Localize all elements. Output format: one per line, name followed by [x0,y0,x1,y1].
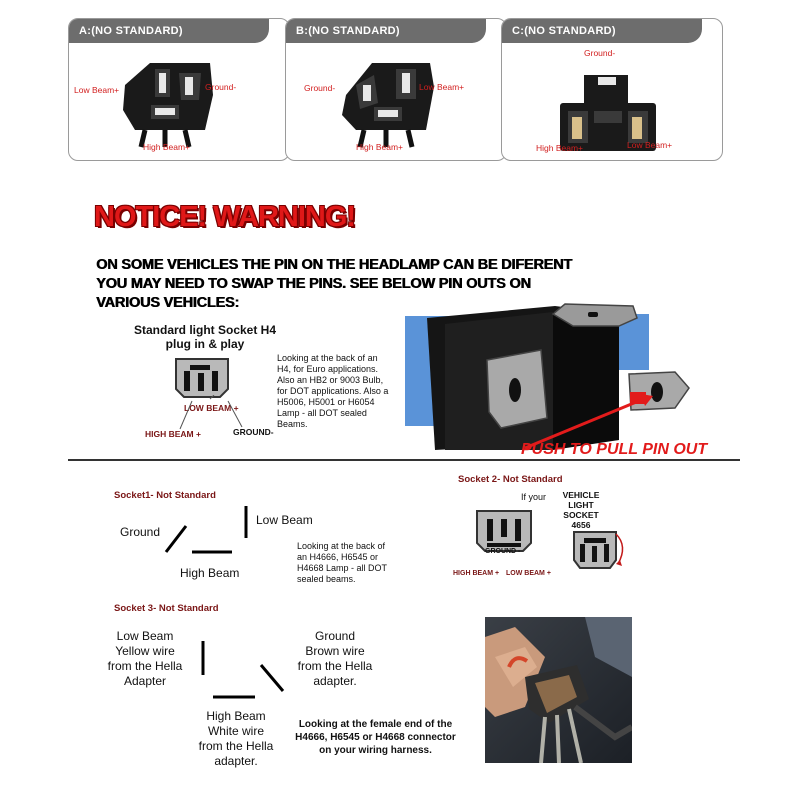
socket2-note-prefix: If your [521,492,547,502]
card-b-high-label: High Beam+ [356,142,404,152]
socket3-ground-label: Ground Brown wire from the Hella adapter. [297,629,373,688]
socket1-ground-label: Ground [120,525,161,539]
standard-low-label: LOW BEAM + [184,403,239,413]
socket1-pin-diagram [160,500,260,560]
socket1-low-label: Low Beam [256,513,313,527]
card-c-low-label: Low Beam+ [627,140,673,150]
card-b-title: B:(NO STANDARD) [286,19,486,43]
standard-socket-diagram [172,353,232,401]
card-a-ground-label: Ground- [205,82,237,92]
card-b [285,18,507,161]
standard-title-1: Standard light Socket H4 [133,323,277,337]
notice-line-2: YOU MAY NEED TO SWAP THE PINS. SEE BELOW PIN OUTS ON [96,276,531,292]
wiring-harness-photo [485,617,632,763]
socket3-pin-diagram [195,635,295,705]
card-a [68,18,290,161]
card-c-title: C:(NO STANDARD) [502,19,702,43]
socket1-high-label: High Beam [180,566,240,580]
socket2-title: Socket 2- Not Standard [458,474,563,485]
card-a-title: A:(NO STANDARD) [69,19,269,43]
card-b-low-label: Low Beam+ [419,82,465,92]
socket2-note: VEHICLE LIGHT SOCKET 4656 [562,490,600,530]
connector-a-photo [115,55,225,150]
notice-heading: NOTICE! WARNING! [94,201,356,233]
card-b-ground-label: Ground- [304,83,336,93]
card-c-ground-label: Ground- [584,48,616,58]
socket2-vehicle-diagram [570,528,630,576]
socket2-low-label: LOW BEAM + [506,570,551,577]
connector-b-photo [334,55,444,150]
socket2-high-label: HIGH BEAM + [453,570,500,577]
card-c-high-label: High Beam+ [536,143,584,153]
section-divider [68,459,740,461]
card-a-high-label: High Beam+ [143,142,191,152]
standard-high-label: HIGH BEAM + [145,429,201,439]
socket3-title: Socket 3- Not Standard [114,603,219,614]
standard-description: Looking at the back of an H4, for Euro applications. Also an HB2 or 9003 Bulb, for DOT applications. Also a H5006, H5001 or H6054 Lamp - all DOT sealed Beams. [277,353,389,429]
push-pin-label: PUSH TO PULL PIN OUT [521,441,708,458]
notice-line-1: ON SOME VEHICLES THE PIN ON THE HEADLAMP CAN BE DIFERENT [96,257,572,273]
socket2-ground-label: GROUND - [485,548,521,555]
headlamp-connector-illustration [405,300,725,455]
standard-title-2: plug in & play [165,337,245,351]
socket1-title: Socket1- Not Standard [114,490,216,501]
standard-leader-lines [150,395,270,435]
card-a-low-label: Low Beam+ [74,85,120,95]
socket3-low-label: Low Beam Yellow wire from the Hella Adapter [107,629,183,688]
socket3-description: Looking at the female end of the H4666, H6545 or H4668 connector on your wiring harness. [295,719,456,756]
socket1-description: Looking at the back of an H4666, H6545 or H4668 Lamp - all DOT sealed beams. [297,541,388,584]
card-c [501,18,723,161]
notice-line-3: VARIOUS VEHICLES: [96,295,239,311]
standard-ground-label: GROUND- [233,427,274,437]
socket3-high-label: High Beam White wire from the Hella adapter. [198,709,274,768]
